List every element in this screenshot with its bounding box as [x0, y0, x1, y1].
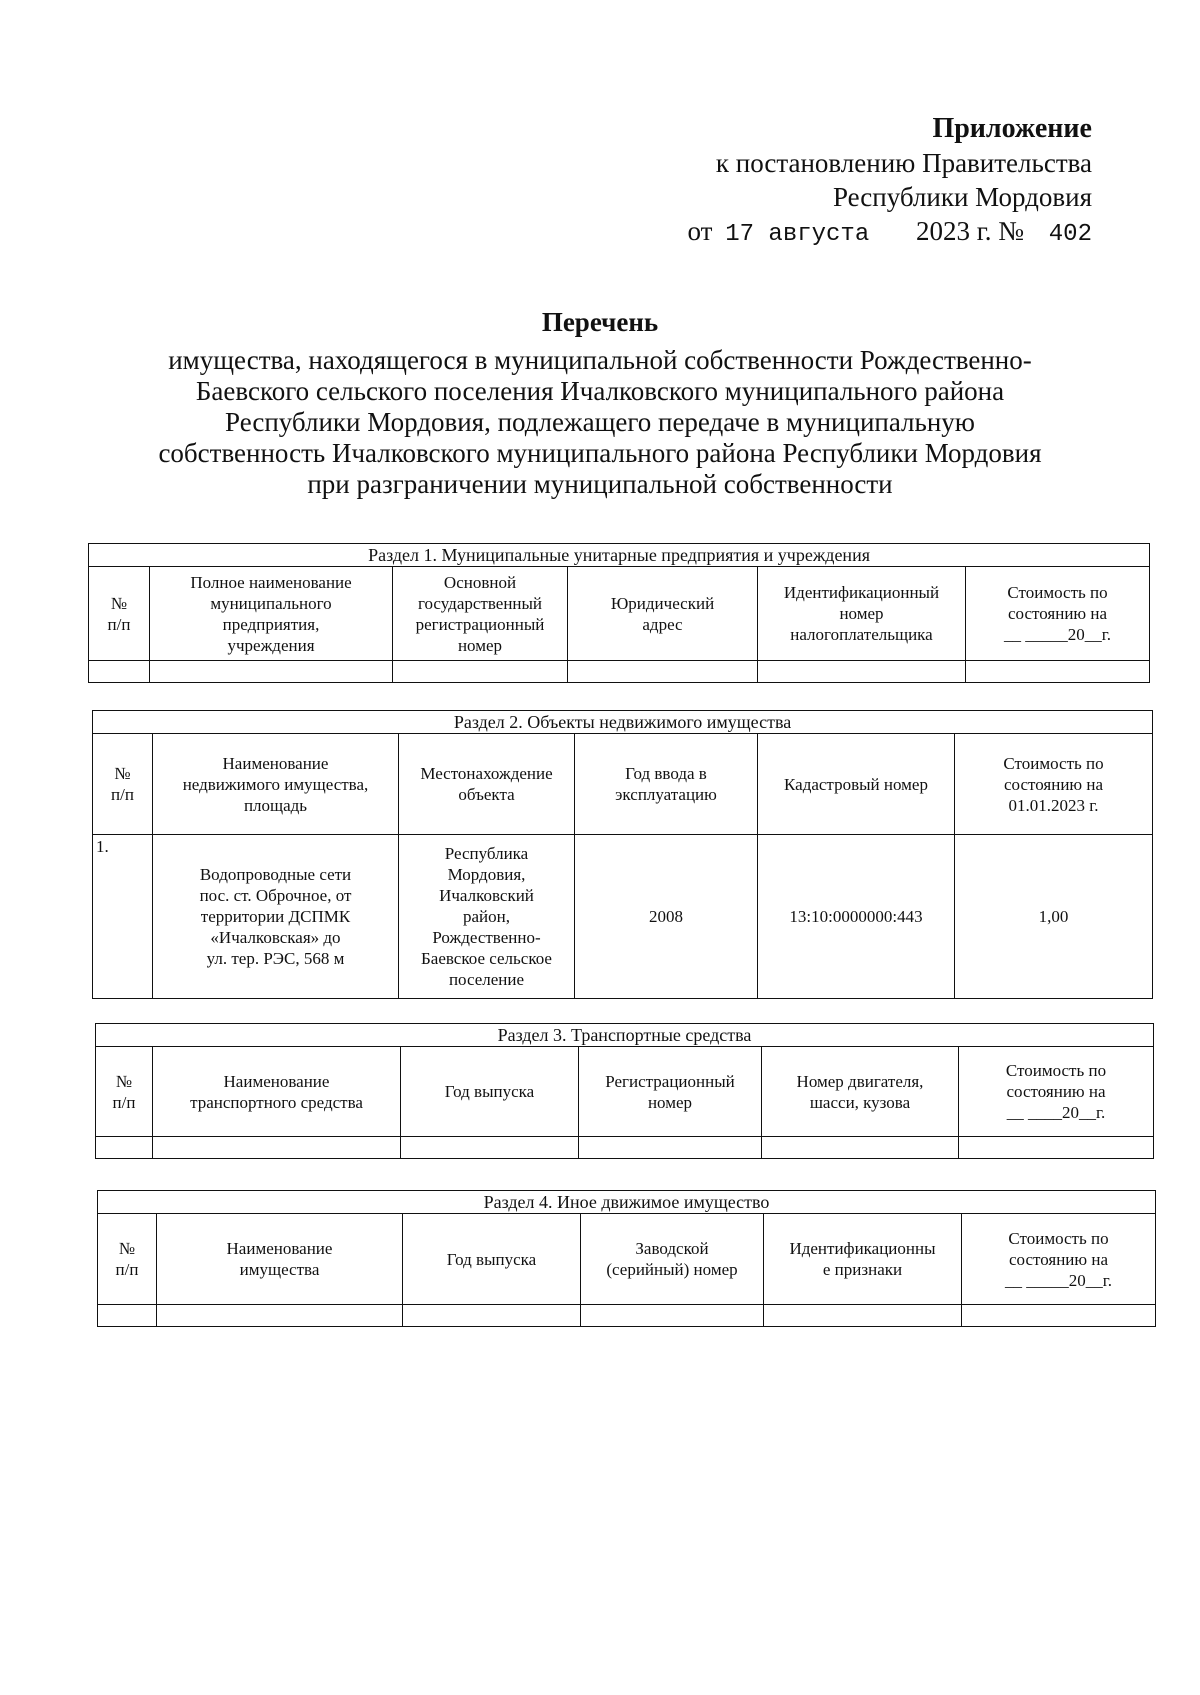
- appendix-header: [688, 112, 1093, 252]
- header-cell: Регистрационный номер: [579, 1047, 762, 1137]
- header-cell: Наименование недвижимого имущества, площадь: [153, 734, 399, 835]
- subtitle-line: Республики Мордовия, подлежащего передаче в муниципальную: [225, 407, 975, 437]
- header-cell: № п/п: [93, 734, 153, 835]
- empty-cell: [959, 1137, 1154, 1159]
- empty-cell: [581, 1305, 764, 1327]
- appendix-line-1: к постановлению Правительства: [715, 148, 1092, 178]
- header-cell: № п/п: [89, 567, 150, 661]
- header-cell: Стоимость по состоянию на __ _____20__г.: [966, 567, 1150, 661]
- row-number: 1.: [93, 835, 153, 999]
- empty-cell: [157, 1305, 403, 1327]
- header-cell: Кадастровый номер: [758, 734, 955, 835]
- decree-number: 402: [1048, 221, 1092, 248]
- header-cell: Заводской (серийный) номер: [581, 1214, 764, 1305]
- subtitle-line: имущества, находящегося в муниципальной собственности Рождественно-: [168, 345, 1032, 375]
- section-2-table: [92, 710, 1153, 999]
- document-subtitle: [130, 345, 1070, 500]
- header-cell: Юридический адрес: [568, 567, 758, 661]
- decree-line: [688, 214, 1093, 252]
- header-cell: Стоимость по состоянию на __ ____20__г.: [959, 1047, 1154, 1137]
- header-cell: Наименование имущества: [157, 1214, 403, 1305]
- header-cell: Идентификационны е признаки: [764, 1214, 962, 1305]
- empty-cell: [89, 661, 150, 683]
- header-cell: Год выпуска: [401, 1047, 579, 1137]
- section-3-table: [95, 1023, 1154, 1159]
- empty-cell: [568, 661, 758, 683]
- empty-cell: [403, 1305, 581, 1327]
- header-cell: Стоимость по состоянию на __ _____20__г.: [962, 1214, 1156, 1305]
- table-row: [93, 835, 1153, 999]
- header-cell: № п/п: [96, 1047, 153, 1137]
- document-title: Перечень: [541, 307, 659, 337]
- header-cell: Идентификационный номер налогоплательщика: [758, 567, 966, 661]
- section-1-title: Раздел 1. Муниципальные унитарные предприятия и учреждения: [89, 544, 1150, 567]
- empty-cell: [393, 661, 568, 683]
- appendix-line-2: Республики Мордовия: [832, 182, 1092, 212]
- empty-cell: [764, 1305, 962, 1327]
- header-cell: Стоимость по состоянию на 01.01.2023 г.: [955, 734, 1153, 835]
- empty-cell: [401, 1137, 579, 1159]
- decree-year: 2023 г. №: [915, 216, 1025, 246]
- section-2-title: Раздел 2. Объекты недвижимого имущества: [93, 711, 1153, 734]
- empty-cell: [966, 661, 1150, 683]
- section-4-table: [97, 1190, 1156, 1327]
- section-4-title: Раздел 4. Иное движимое имущество: [98, 1191, 1156, 1214]
- property-name: Водопроводные сети пос. ст. Оброчное, от территории ДСПМК «Ичалковская» до ул. тер. РЭС, 568 м: [153, 835, 399, 999]
- cadastral-number: 13:10:0000000:443: [758, 835, 955, 999]
- header-cell: Наименование транспортного средства: [153, 1047, 401, 1137]
- header-cell: № п/п: [98, 1214, 157, 1305]
- header-cell: Полное наименование муниципального предприятия, учреждения: [150, 567, 393, 661]
- property-location: Республика Мордовия, Ичалковский район, Рождественно- Баевское сельское поселение: [399, 835, 575, 999]
- header-cell: Местонахождение объекта: [399, 734, 575, 835]
- decree-prefix: от: [687, 216, 713, 246]
- empty-cell: [758, 661, 966, 683]
- header-cell: Год выпуска: [403, 1214, 581, 1305]
- section-3-title: Раздел 3. Транспортные средства: [96, 1024, 1154, 1047]
- empty-cell: [150, 661, 393, 683]
- empty-cell: [98, 1305, 157, 1327]
- appendix-title: Приложение: [932, 113, 1092, 144]
- empty-cell: [762, 1137, 959, 1159]
- header-cell: Год ввода в эксплуатацию: [575, 734, 758, 835]
- empty-cell: [579, 1137, 762, 1159]
- property-cost: 1,00: [955, 835, 1153, 999]
- header-cell: Основной государственный регистрационный номер: [393, 567, 568, 661]
- commission-year: 2008: [575, 835, 758, 999]
- empty-cell: [153, 1137, 401, 1159]
- empty-cell: [962, 1305, 1156, 1327]
- decree-day-month: 17 августа: [725, 221, 870, 248]
- empty-cell: [96, 1137, 153, 1159]
- subtitle-line: собственность Ичалковского муниципального района Республики Мордовия: [158, 438, 1042, 468]
- section-1-table: [88, 543, 1150, 683]
- header-cell: Номер двигателя, шасси, кузова: [762, 1047, 959, 1137]
- subtitle-line: при разграничении муниципальной собственности: [307, 469, 893, 499]
- subtitle-line: Баевского сельского поселения Ичалковского муниципального района: [195, 376, 1005, 406]
